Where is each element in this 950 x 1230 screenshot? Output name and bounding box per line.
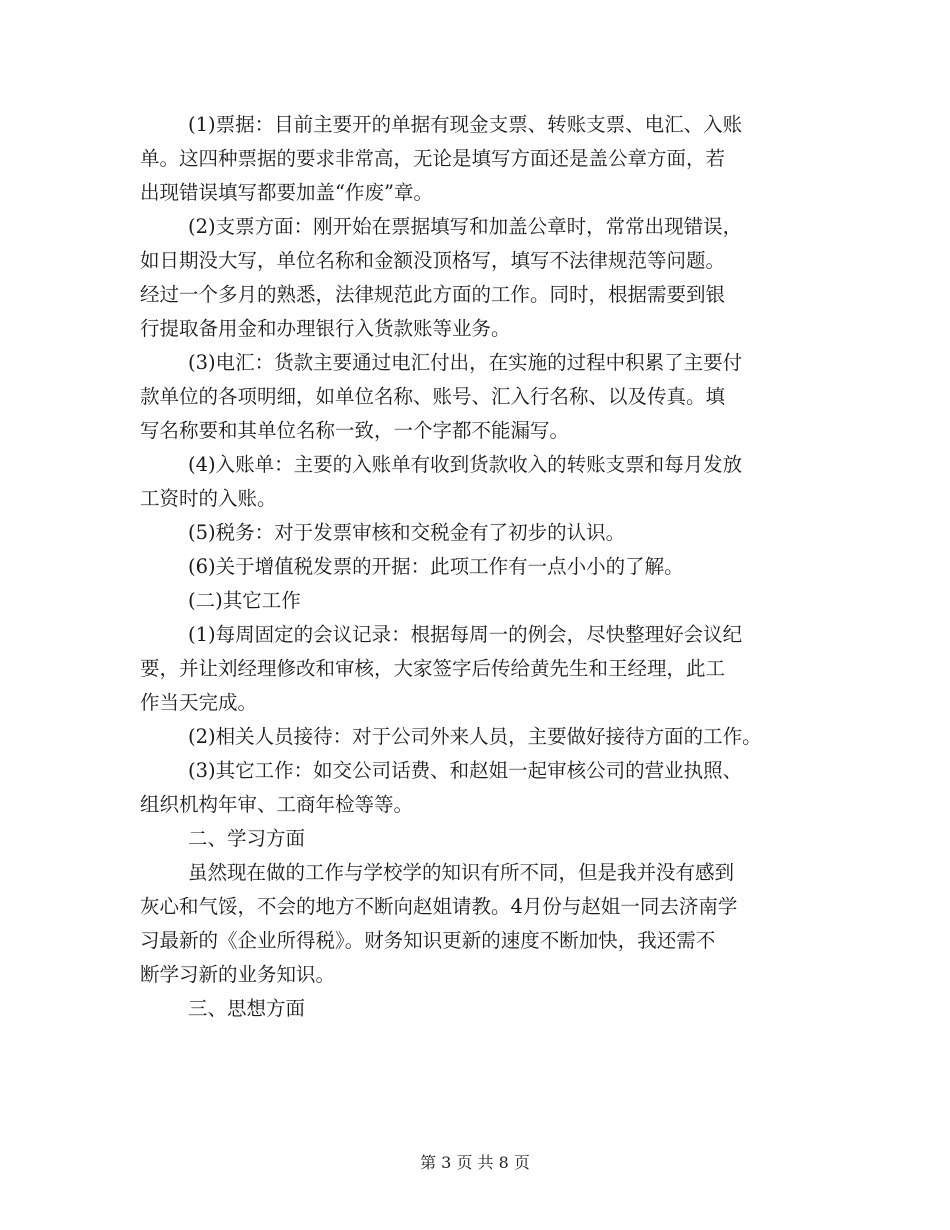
text-line: (1)票据：目前主要开的单据有现金支票、转账支票、电汇、入账 [188, 113, 743, 136]
paragraph [140, 516, 820, 550]
paragraph [140, 822, 820, 856]
paragraph [140, 720, 820, 754]
page-footer: 第 3 页 共 8 页 [420, 1153, 530, 1172]
paragraph [140, 754, 820, 822]
paragraph [140, 210, 820, 346]
text-line: 行提取备用金和办理银行入货款账等业务。 [140, 317, 511, 340]
text-line: 经过一个多月的熟悉，法律规范此方面的工作。同时，根据需要到银 [140, 283, 726, 306]
text-line: (二)其它工作 [188, 589, 301, 612]
text-line: (1)每周固定的会议记录：根据每周一的例会，尽快整理好会议纪 [188, 623, 743, 646]
text-line: 虽然现在做的工作与学校学的知识有所不同，但是我并没有感到 [188, 861, 735, 884]
text-line: 出现错误填写都要加盖“作废”章。 [140, 181, 433, 204]
text-line: 如日期没大写，单位名称和金额没顶格写，填写不法律规范等问题。 [140, 249, 726, 272]
paragraph [140, 550, 820, 584]
text-line: 习最新的《企业所得税》。财务知识更新的速度不断加快，我还需不 [140, 929, 716, 952]
text-line: (4)入账单：主要的入账单有收到货款收入的转账支票和每月发放 [188, 453, 743, 476]
text-line: 二、学习方面 [188, 827, 306, 850]
text-line: (2)支票方面：刚开始在票据填写和加盖公章时，常常出现错误， [188, 215, 743, 238]
text-line: 单。这四种票据的要求非常高，无论是填写方面还是盖公章方面，若 [140, 147, 726, 170]
text-line: (3)其它工作：如交公司话费、和赵姐一起审核公司的营业执照、 [188, 759, 743, 782]
paragraph [140, 448, 820, 516]
document-body [140, 108, 820, 1026]
text-line: 款单位的各项明细，如单位名称、账号、汇入行名称、以及传真。填 [140, 385, 726, 408]
text-line: 要，并让刘经理修改和审核，大家签字后传给黄先生和王经理，此工 [140, 657, 726, 680]
text-line: (2)相关人员接待：对于公司外来人员，主要做好接待方面的工作。 [188, 725, 762, 748]
text-line: (6)关于增值税发票的开据：此项工作有一点小小的了解。 [188, 555, 684, 578]
text-line: 三、思想方面 [188, 997, 306, 1020]
paragraph [140, 584, 820, 618]
paragraph [140, 856, 820, 992]
text-line: 组织机构年审、工商年检等等。 [140, 793, 414, 816]
text-line: 工资时的入账。 [140, 487, 277, 510]
text-line: 断学习新的业务知识。 [140, 963, 336, 986]
text-line: (3)电汇：货款主要通过电汇付出，在实施的过程中积累了主要付 [188, 351, 743, 374]
paragraph [140, 618, 820, 720]
text-line: 作当天完成。 [140, 691, 258, 714]
paragraph [140, 992, 820, 1026]
paragraph [140, 108, 820, 210]
paragraph [140, 346, 820, 448]
text-line: 灰心和气馁，不会的地方不断向赵姐请教。4月份与赵姐一同去济南学 [140, 895, 738, 918]
text-line: 写名称要和其单位名称一致，一个字都不能漏写。 [140, 419, 570, 442]
text-line: (5)税务：对于发票审核和交税金有了初步的认识。 [188, 521, 626, 544]
